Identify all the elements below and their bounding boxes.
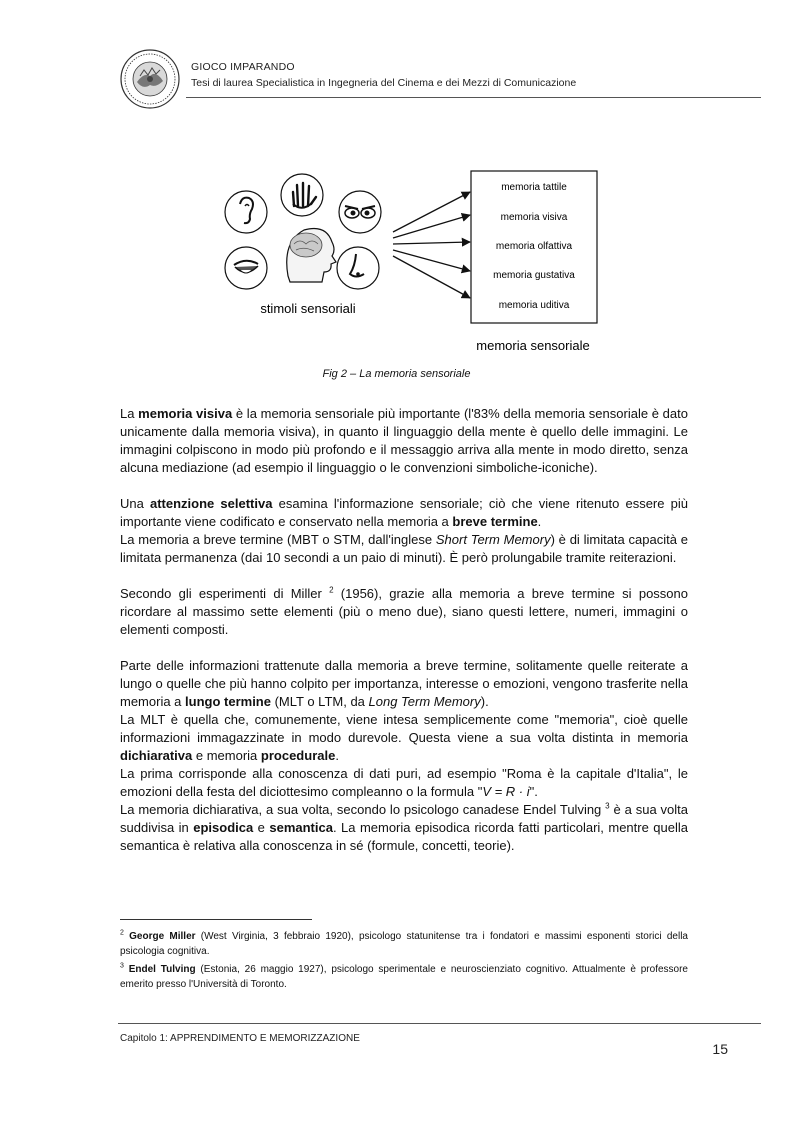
memory-item-visual: memoria visiva bbox=[500, 212, 568, 223]
header-title: GIOCO IMPARANDO bbox=[191, 61, 295, 73]
memory-item-auditory: memoria uditiva bbox=[498, 300, 570, 311]
hand-icon bbox=[281, 174, 323, 216]
nose-icon bbox=[337, 247, 379, 289]
paragraph: La memoria a breve termine (MBT o STM, dall'inglese Short Term Memory) è di limitata capacità e limitata permanenza (dai 10 secondi a un paio di minuti). È però prolungabile tramite reiterazioni. bbox=[120, 532, 688, 565]
paragraph: Una attenzione selettiva esamina l'informazione sensoriale; ciò che viene ritenuto essere più importante viene codificato e conservato nella memoria a breve termine. bbox=[120, 496, 688, 529]
figure-caption: Fig 2 – La memoria sensoriale bbox=[322, 368, 471, 380]
sensory-stimuli-label: stimoli sensoriali bbox=[260, 301, 356, 316]
footnote-2: $^2$ George Miller (West Virginia, 3 febbraio 1920), psicologo statunitense tra i fondatori e massimi esponenti storici della psicologia cognitiva. bbox=[120, 929, 688, 957]
memory-item-tactile: memoria tattile bbox=[501, 182, 567, 193]
head-brain-icon bbox=[287, 229, 336, 283]
header-divider bbox=[186, 97, 761, 98]
paragraph: La MLT è quella che, comunemente, viene intesa semplicemente come "memoria", cioè quelle informazioni immagazzinate in modo durevole. Questa viene a sua volta distinta in memoria dichiarativa e memoria procedurale. bbox=[120, 712, 688, 763]
university-seal-logo bbox=[118, 48, 182, 110]
mouth-tongue-icon bbox=[225, 247, 267, 289]
eyes-icon bbox=[339, 191, 381, 233]
memory-item-olfactory: memoria olfattiva bbox=[495, 241, 573, 252]
body-text bbox=[120, 405, 688, 855]
sensory-memory-diagram bbox=[218, 170, 598, 360]
paragraph: La prima corrisponde alla conoscenza di dati puri, ad esempio "Roma è la capitale d'Italia", le emozioni della festa del diciottesimo compleanno o la formula "V = R · i". bbox=[120, 766, 688, 799]
paragraph: Secondo gli esperimenti di Miller $^2$ (1956), grazie alla memoria a breve termine si possono ricordare al massimo sette elementi (più o meno due), siano questi lettere, numeri, immagini o elementi composti. bbox=[120, 585, 688, 637]
footer-divider bbox=[118, 1023, 761, 1024]
footer-chapter: Capitolo 1: APPRENDIMENTO E MEMORIZZAZIONE bbox=[120, 1033, 360, 1044]
ear-icon bbox=[225, 191, 267, 233]
memory-item-gustatory: memoria gustativa bbox=[493, 270, 575, 281]
arrows bbox=[393, 192, 470, 298]
paragraph: La memoria dichiarativa, a sua volta, secondo lo psicologo canadese Endel Tulving $^3$ è a sua volta suddivisa in episodica e semantica. La memoria episodica ricorda fatti particolari, mentre quella semantica è relativa alla conoscenza in sé (formule, concetti, teorie). bbox=[120, 801, 689, 853]
footnote-divider bbox=[120, 919, 312, 920]
page-number: 15 bbox=[712, 1041, 728, 1057]
sensory-memory-label: memoria sensoriale bbox=[476, 338, 590, 353]
paragraph: Parte delle informazioni trattenute dalla memoria a breve termine, solitamente quelle reiterate a lungo o quelle che più hanno colpito per importanza, interesse o emozioni, vengono trasferite nella memoria a lungo termine (MLT o LTM, da Long Term Memory). bbox=[120, 658, 688, 709]
paragraph: La memoria visiva è la memoria sensoriale più importante (l'83% della memoria sensoriale è dato unicamente dalla memoria visiva), in quanto il linguaggio della mente è quello delle immagini. Le immagini colpiscono in modo più profondo e il messaggio arriva alla mente in modo diretto, senza alcuna mediazione (ad esempio il linguaggio o le convenzioni simboliche-iconiche). bbox=[120, 406, 688, 475]
footnote-3: $^3$ Endel Tulving (Estonia, 26 maggio 1927), psicologo sperimentale e neuroscienziato cognitivo. Attualmente è professore emerito presso l'Università di Toronto. bbox=[120, 962, 688, 990]
footnotes bbox=[120, 929, 688, 995]
header-subtitle: Tesi di laurea Specialistica in Ingegneria del Cinema e dei Mezzi di Comunicazione bbox=[191, 77, 577, 89]
